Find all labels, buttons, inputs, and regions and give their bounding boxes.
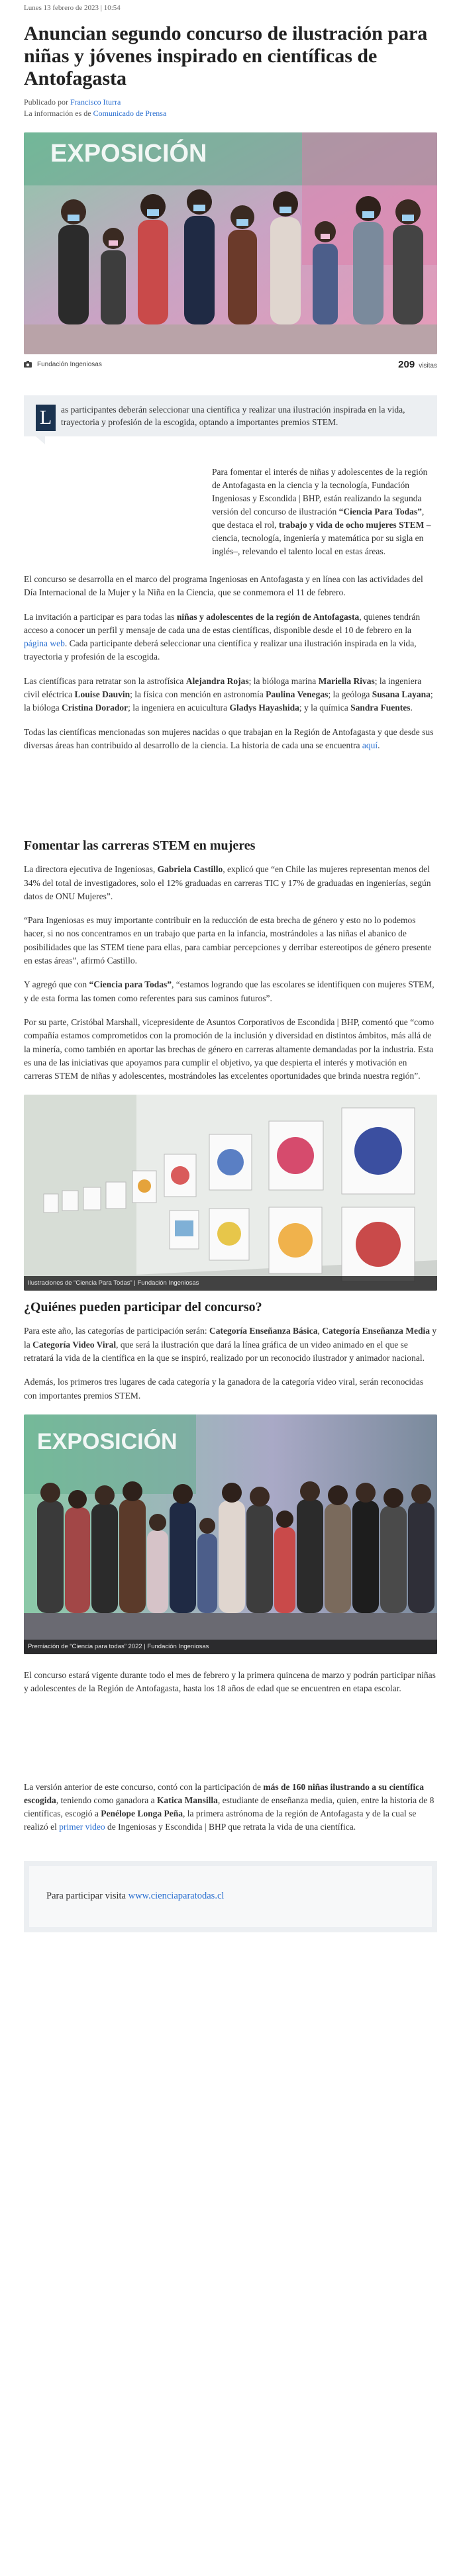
- body-paragraph-2: El concurso se desarrolla en el marco del programa Ingeniosas en Antofagasta y en línea con las actividades del Día Internacional de la Mujer y la Niña en la Ciencia, que se conmemora el 11 de febrero.: [24, 574, 423, 598]
- section1-paragraph-4: Por su parte, Cristóbal Marshall, vicepresidente de Asuntos Corporativos de Escondida | BHP, comentó que “como compañía estamos comprometidos con la promoción de la inclusión y diversidad en distintos ámbitos, más allá de la minería, como también en aportar las brechas de género en carreras altamente demandadas por la industria. Esta es una de las iniciativas que apoyamos para cumplir el objetivo, ya que despierta el interés y motivación en carreras STEM de niñas y adolescentes, mostrándoles las excelentes oportunidades que brinda nuestra región”.: [24, 1016, 435, 1081]
- body-paragraph-5: Todas las científicas mencionadas son mujeres nacidas o que trabajan en la Región de Antofagasta y que desde sus diversas áreas han contribuido al desarrollo de la ciencia. La historia de cada una se encuentra aquí.: [24, 726, 434, 750]
- section2-paragraph-2: Además, los primeros tres lugares de cada categoría y la ganadora de la categoría video viral, serán reconocidas con importantes premios STEM.: [24, 1377, 424, 1401]
- section2-paragraph-3: El concurso estará vigente durante todo el mes de febrero y la primera quincena de marzo y podrán participar niñas y adolescentes de la Región de Antofagasta, hasta los 18 años de edad que se encuentren en etapa escolar.: [24, 1669, 436, 1694]
- publish-date: Lunes 13 febrero de 2023 | 10:54: [24, 4, 121, 12]
- hero-photo-illustration: [24, 132, 437, 354]
- participation-cta-inner: [29, 1866, 432, 1927]
- hero-photo: [24, 132, 437, 354]
- section2-paragraph-1: Para este año, las categorías de participación serán: Categoría Enseñanza Básica, Categoría Enseñanza Media y la Categoría Video Viral, que será la ilustración que dará la línea gráfica de un video animado en el que se retratará la vida de la científica en la que se inspiró, realizado por un reconocido ilustrador y animador nacional.: [24, 1326, 437, 1363]
- section-heading-stem: Fomentar las carreras STEM en mujeres: [24, 838, 256, 854]
- person: [393, 199, 423, 324]
- published-label: Publicado por: [24, 97, 70, 107]
- exhibition-wall-illustration: [24, 1095, 437, 1291]
- illustrations-photo: [24, 1095, 437, 1291]
- hero-caption-row: [24, 354, 437, 374]
- article-meta: [24, 97, 437, 119]
- award-ceremony-photo: [24, 1414, 437, 1654]
- callout-pointer: [36, 436, 45, 444]
- view-count-label: visitas: [419, 362, 437, 370]
- body-paragraph-3: La invitación a participar es para todas las niñas y adolescentes de la región de Antofagasta, quienes tendrán acceso a conocer un perfil y mensaje de cada una de estas científicas, disponible desde el 10 de febrero en la página web. Cada participante deberá seleccionar una científica y realizar una ilustración inspirada en la vida, trayectoria y profesión de la escogida.: [24, 611, 421, 662]
- view-count: 209: [398, 358, 415, 370]
- section-heading-participation: ¿Quiénes pueden participar del concurso?: [24, 1300, 262, 1315]
- cta-label: Para participar visita: [46, 1891, 126, 1902]
- hero-banner-text: EXPOSICIÓN: [50, 140, 207, 168]
- web-page-link[interactable]: página web: [24, 638, 65, 649]
- person: [228, 205, 257, 324]
- award-ceremony-illustration: [24, 1414, 437, 1654]
- first-video-link[interactable]: primer video: [59, 1822, 105, 1832]
- source-link[interactable]: Comunicado de Prensa: [93, 109, 167, 118]
- section1-paragraph-2: “Para Ingeniosas es muy importante contribuir en la reducción de esta brecha de género y esto no lo podemos hacer, si no nos concentramos en un trabajo que parta en la infancia, mostrándoles a las niñas el abanico de posibilidades que las STEM tiene para ellas, para cambiar percepciones y derribar estereotipos de género presente en estas áreas”, afirmó Castillo.: [24, 915, 432, 966]
- info-label: La información es de: [24, 109, 93, 118]
- award-banner-text: EXPOSICIÓN: [37, 1428, 178, 1454]
- intro-paragraph: Para fomentar el interés de niñas y adolescentes de la región de Antofagasta en la ciencia y la tecnología, Fundación Ingeniosas y Escondida | BHP, están realizando la segunda versión del concurso de ilustración “Ciencia Para Todas”, que destaca el rol, trabajo y vida de ocho mujeres STEM –ciencia, tecnología, ingeniería y matemática por su sigla en inglés–, relevando el talento local en estas áreas.: [212, 467, 431, 556]
- drop-cap: L: [36, 405, 56, 431]
- body-paragraph-4: Las científicas para retratar son la astrofísica Alejandra Rojas; la bióloga marina Mariella Rivas; la ingeniera civil eléctrica Louise Dauvin; la física con mención en astronomía Paulina Venegas; la geóloga Susana Layana; la bióloga Cristina Dorador; la ingeniera en acuicultura Gladys Hayashida; y la química Sandra Fuentes.: [24, 675, 433, 713]
- person: [58, 199, 89, 324]
- person: [101, 228, 126, 324]
- history-link[interactable]: aquí: [362, 740, 378, 750]
- illustrations-photo-caption: Ilustraciones de “Ciencia Para Todas” | Fundación Ingeniosas: [24, 1276, 437, 1291]
- author-link[interactable]: Francisco Iturra: [70, 97, 121, 107]
- article-title: Anuncian segundo concurso de ilustración para niñas y jóvenes inspirado en científicas de Antofagasta: [24, 23, 428, 89]
- contest-website-link[interactable]: www.cienciaparatodas.cl: [128, 1891, 225, 1902]
- section1-paragraph-3: Y agregó que con “Ciencia para Todas”, “estamos logrando que las escolares se identifiquen con mujeres STEM, y de esta forma las tomen como referentes para sus caminos futuros”.: [24, 979, 435, 1003]
- camera-icon: [24, 361, 32, 368]
- photo-credit: Fundación Ingeniosas: [37, 360, 102, 368]
- person: [313, 221, 338, 324]
- participation-cta-box: [24, 1861, 437, 1932]
- section1-paragraph-1: La directora ejecutiva de Ingeniosas, Gabriela Castillo, explicó que “en Chile las mujeres representan menos del 34% del total de investigadores, solo el 12% graduadas en carreras TIC y 17% de graduadas en ingenierías, según datos de ONU Mujeres”.: [24, 864, 431, 901]
- lead-callout: [24, 395, 437, 436]
- lead-text: as participantes deberán seleccionar una científica y realizar una ilustración inspirada en la vida, trayectoria y profesión de la escogida, optando a importantes premios STEM.: [61, 405, 405, 427]
- section2-paragraph-4: La versión anterior de este concurso, contó con la participación de más de 160 niñas ilustrando a su científica escogida, teniendo como ganadora a Katica Mansilla, estudiante de enseñanza media, quien, entre la historia de 8 científicas, escogió a Penélope Longa Peña, la primera astrónoma de la región de Antofagasta y de la cual se realizó el primer video de Ingeniosas y Escondida | BHP que retrata la vida de una científica.: [24, 1781, 435, 1832]
- award-photo-caption: Premiación de “Ciencia para todas” 2022 | Fundación Ingeniosas: [24, 1640, 437, 1654]
